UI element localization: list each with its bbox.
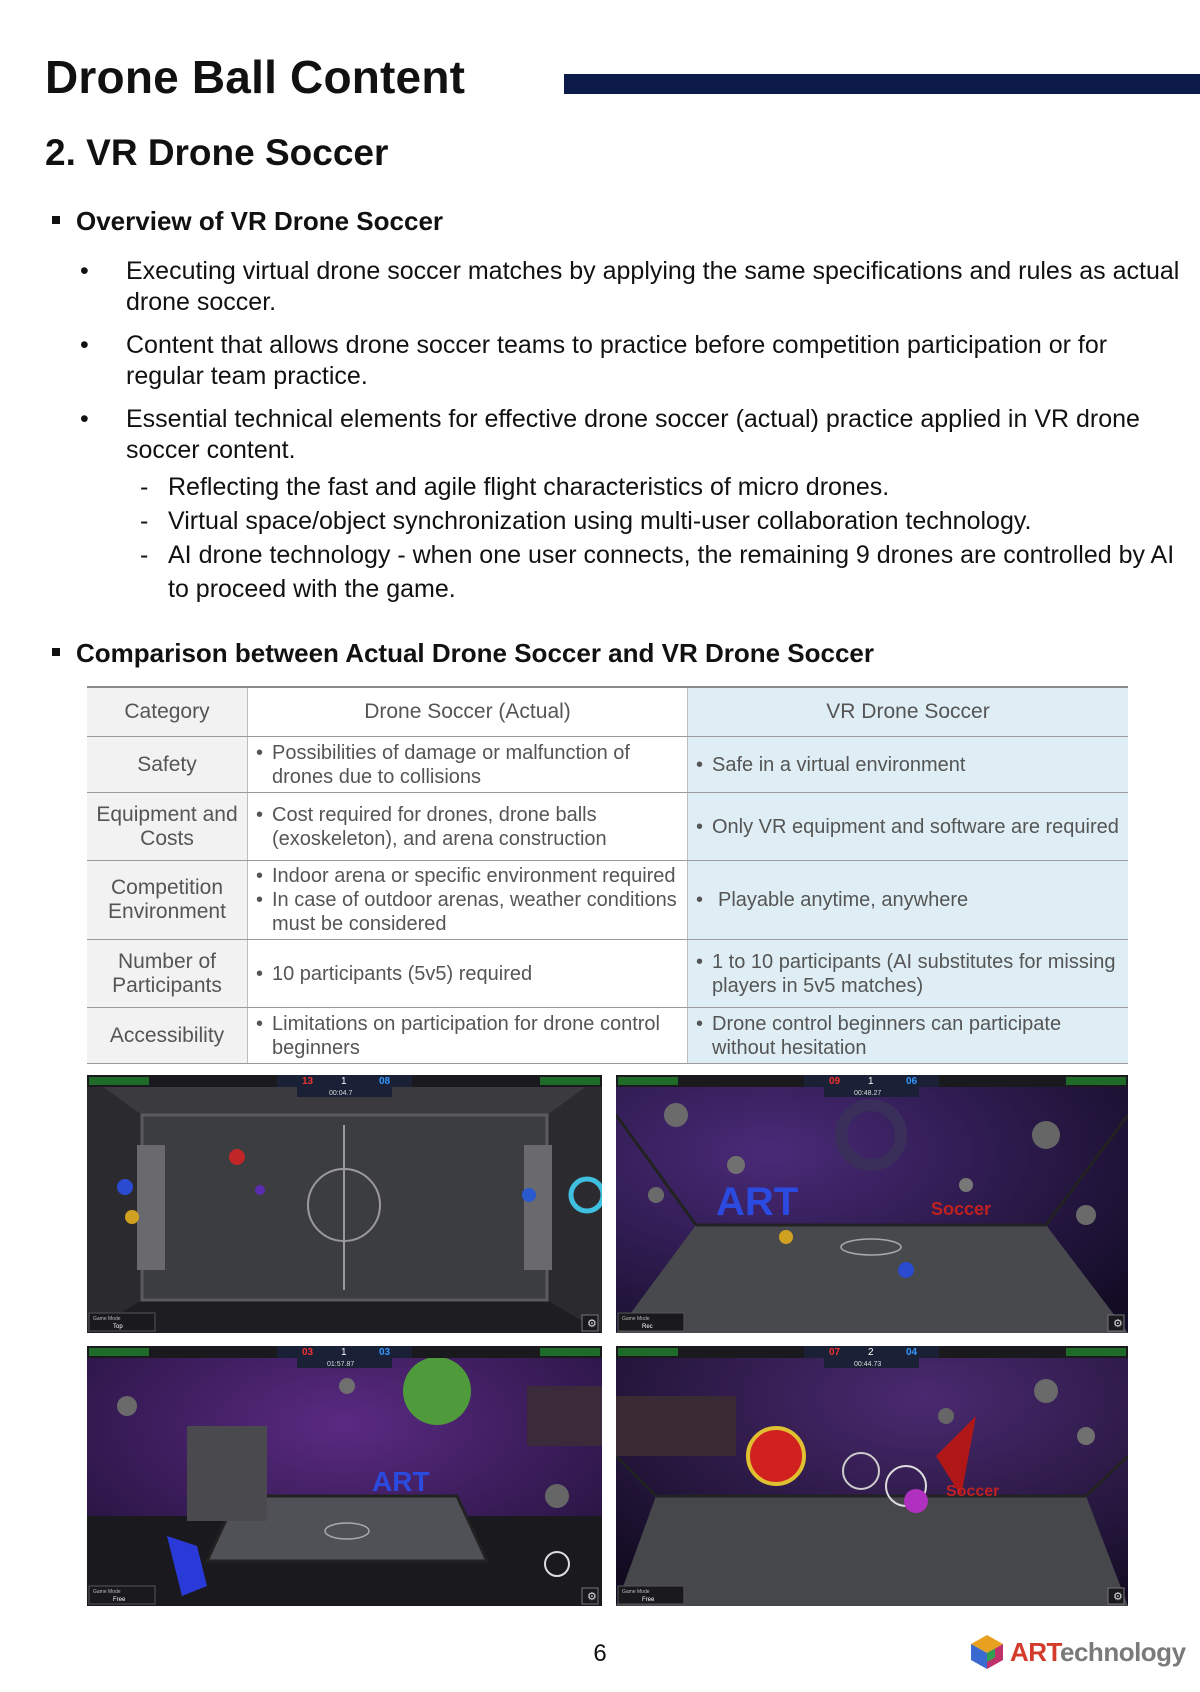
game-mode-label: Game Mode — [622, 1589, 650, 1595]
column-header: VR Drone Soccer — [688, 687, 1129, 737]
sub-list-item: - Reflecting the fast and agile flight characteristics of micro drones. — [140, 473, 890, 501]
list-item: • Content that allows drone soccer teams to practice before competition participation or for regular team practice. — [80, 331, 1108, 390]
cell-item: • In case of outdoor arenas, weather conditions must be considered — [254, 888, 681, 936]
game-mode-label: Game Mode — [622, 1316, 650, 1322]
cube-logo-icon — [970, 1634, 1004, 1670]
game-screenshot-close-up — [616, 1346, 1128, 1606]
cell-item: • Indoor arena or specific environment required — [254, 864, 681, 888]
round-number: 1 — [341, 1076, 347, 1087]
game-screenshot-top-view — [87, 1075, 602, 1333]
score-left: 03 — [302, 1347, 314, 1358]
score-right: 03 — [379, 1347, 391, 1358]
cell-item: • Limitations on participation for drone control beginners — [254, 1012, 681, 1060]
page-number: 6 — [593, 1640, 607, 1667]
cell-item: • 10 participants (5v5) required — [254, 962, 681, 986]
list-item: • Essential technical elements for effective drone soccer (actual) practice applied in VR drone soccer content. - Reflecting the fast and agile flight characteristics of micro drones. - Virtual space/object synchronization using multi-user collaboration technology. - AI drone technology - when one user connects, the remaining 9 drones are controlled by AI to proceed with the game. — [80, 404, 1180, 606]
overview-heading: Overview of VR Drone Soccer — [52, 206, 443, 237]
page-title: Drone Ball Content — [45, 51, 466, 103]
column-header: Drone Soccer (Actual) — [248, 687, 688, 737]
game-mode-value: Free — [642, 1597, 655, 1603]
score-right: 04 — [906, 1347, 918, 1358]
game-screenshot-space-arena — [616, 1075, 1128, 1333]
score-left: 09 — [829, 1076, 841, 1087]
round-number: 2 — [868, 1347, 874, 1358]
match-timer: 00:44.73 — [854, 1361, 882, 1368]
row-category: Number of Participants — [87, 940, 248, 1008]
title-accent-bar — [564, 74, 1200, 94]
column-header: Category — [87, 687, 248, 737]
svg-text:⚙: ⚙ — [587, 1317, 597, 1330]
svg-text:Soccer: Soccer — [931, 1199, 992, 1219]
cell-item: • 1 to 10 participants (AI substitutes for missing players in 5v5 matches) — [694, 950, 1122, 998]
cell-item: • Only VR equipment and software are required — [694, 815, 1122, 839]
table-row — [87, 737, 1128, 793]
match-timer: 00:04.7 — [329, 1090, 353, 1097]
list-item: • Executing virtual drone soccer matches by applying the same specifications and rules as actual drone soccer. — [80, 257, 1180, 316]
row-category: Accessibility — [87, 1008, 248, 1064]
match-timer: 00:48.27 — [854, 1090, 882, 1097]
svg-text:⚙: ⚙ — [1113, 1590, 1123, 1603]
score-right: 08 — [379, 1076, 391, 1087]
row-category: Competition Environment — [87, 861, 248, 940]
svg-text:ART: ART — [372, 1466, 430, 1497]
game-mode-label: Game Mode — [93, 1589, 121, 1595]
table-row — [87, 1008, 1128, 1064]
table-row — [87, 861, 1128, 940]
svg-text:ART: ART — [716, 1180, 799, 1224]
cell-item: • Cost required for drones, drone balls (exoskeleton), and arena construction — [254, 803, 681, 851]
section-title: 2. VR Drone Soccer — [45, 132, 389, 173]
row-category: Equipment and Costs — [87, 793, 248, 861]
square-bullet-icon — [52, 216, 60, 224]
game-screenshot-elevated-view — [87, 1346, 602, 1606]
table-header-row — [87, 687, 1128, 737]
sub-list-item: - AI drone technology - when one user connects, the remaining 9 drones are controlled by AI to proceed with the game. — [140, 541, 1175, 603]
company-logo: ARTechnology — [970, 1634, 1186, 1670]
cell-item: • Safe in a virtual environment — [694, 753, 1122, 777]
score-left: 07 — [829, 1347, 841, 1358]
overview-bullets — [80, 256, 1180, 618]
game-mode-value: Top — [113, 1324, 123, 1330]
game-mode-value: Free — [113, 1597, 126, 1603]
match-timer: 01:57.87 — [327, 1361, 355, 1368]
square-bullet-icon — [52, 648, 60, 656]
game-mode-label: Game Mode — [93, 1316, 121, 1322]
comparison-heading: Comparison between Actual Drone Soccer and VR Drone Soccer — [52, 638, 874, 669]
round-number: 1 — [868, 1076, 874, 1087]
svg-text:⚙: ⚙ — [1113, 1317, 1123, 1330]
comparison-table — [87, 686, 1128, 1064]
cell-item: • Drone control beginners can participate without hesitation — [694, 1012, 1122, 1060]
round-number: 1 — [341, 1347, 347, 1358]
table-row — [87, 793, 1128, 861]
game-mode-value: Rec — [642, 1324, 653, 1330]
sub-list-item: - Virtual space/object synchronization using multi-user collaboration technology. — [140, 507, 1032, 535]
cell-item: • Playable anytime, anywhere — [694, 888, 1122, 912]
cell-item: • Possibilities of damage or malfunction of drones due to collisions — [254, 741, 681, 789]
svg-text:⚙: ⚙ — [587, 1590, 597, 1603]
score-left: 13 — [302, 1076, 314, 1087]
score-right: 06 — [906, 1076, 918, 1087]
row-category: Safety — [87, 737, 248, 793]
table-row — [87, 940, 1128, 1008]
svg-text:Soccer: Soccer — [946, 1483, 1000, 1500]
